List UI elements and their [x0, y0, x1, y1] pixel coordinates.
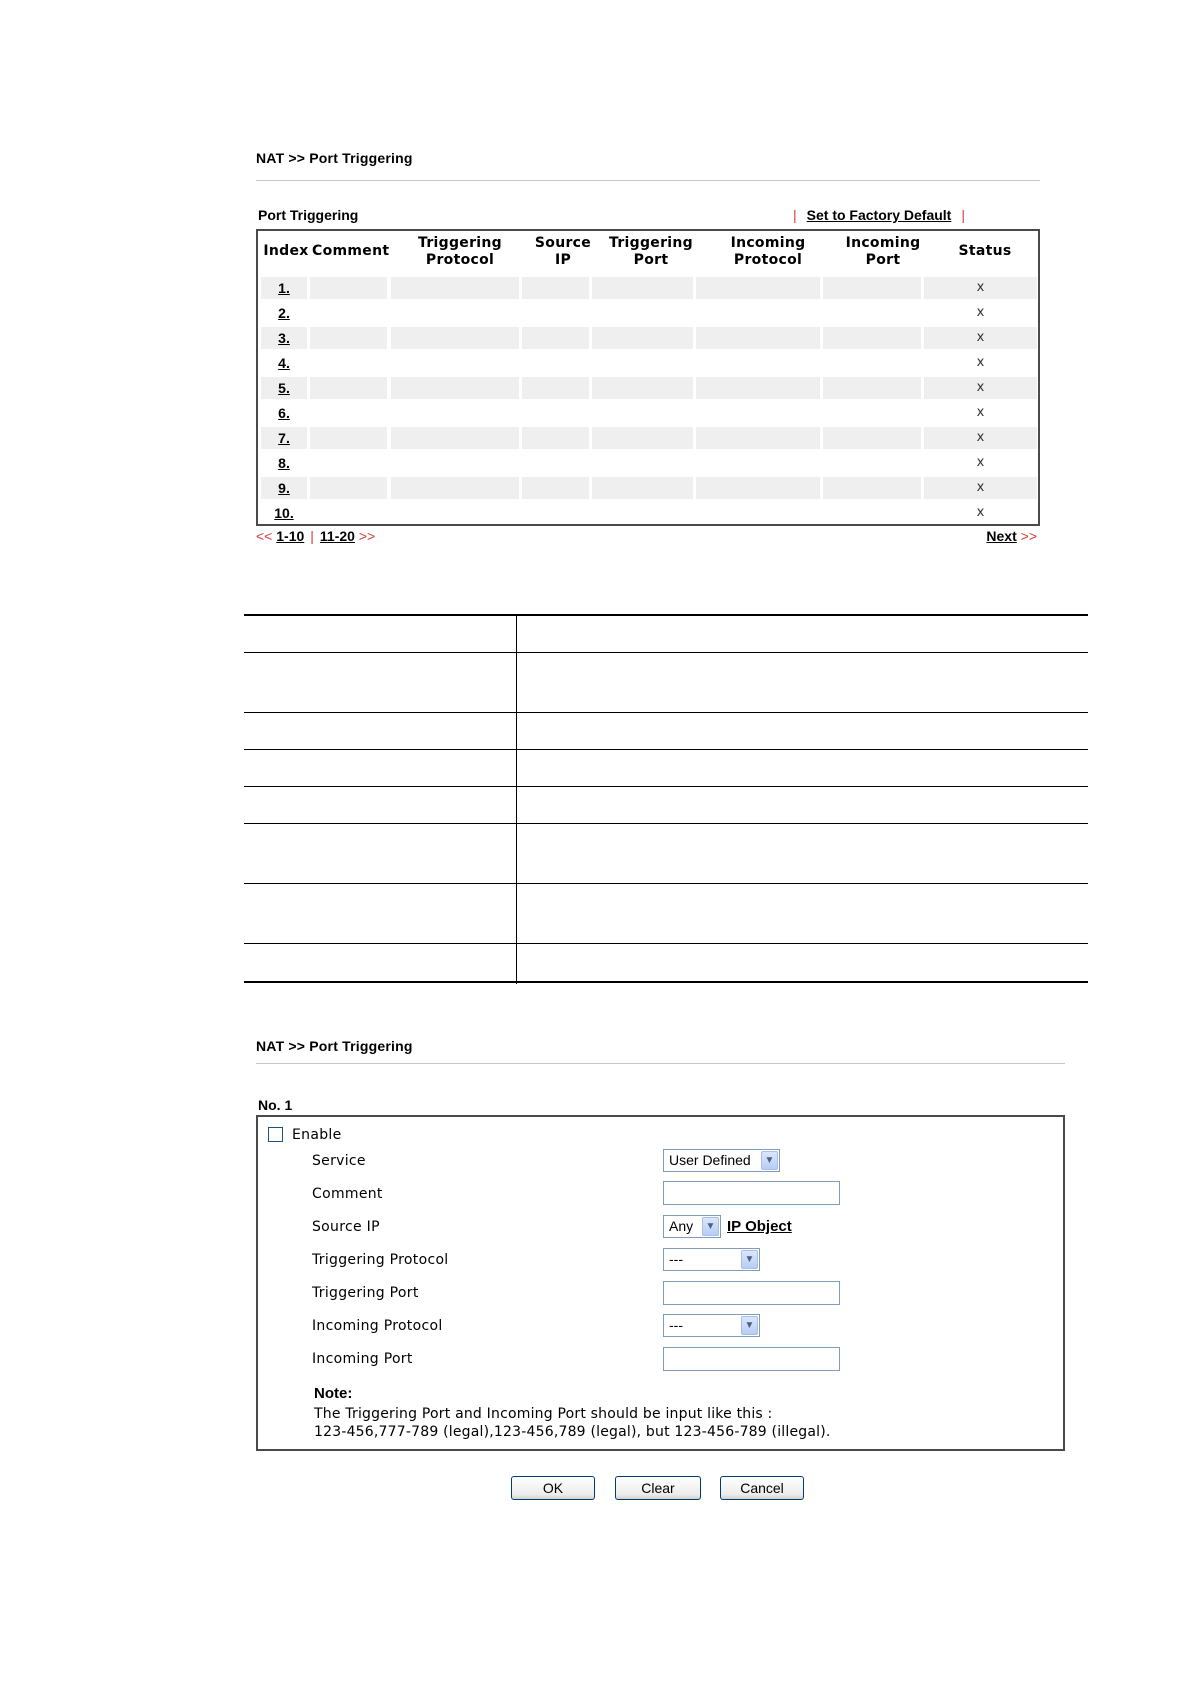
- pager-left: [256, 528, 375, 544]
- enable-label: Enable: [292, 1127, 342, 1143]
- port-triggering-table: [256, 229, 1040, 526]
- service-select[interactable]: [663, 1149, 780, 1172]
- next-arrow: >>: [358, 528, 376, 544]
- incoming-protocol-label: Incoming Protocol: [312, 1318, 443, 1334]
- table-row: [261, 351, 1035, 376]
- table-cell: [592, 402, 693, 424]
- incoming-port-input[interactable]: [663, 1347, 840, 1371]
- table-rule: [244, 652, 1088, 653]
- row-status: x: [924, 277, 1037, 299]
- table-row: [261, 501, 1035, 526]
- table-cell: [592, 427, 693, 449]
- table-cell: [823, 352, 921, 374]
- source-ip-select-value: Any: [669, 1218, 694, 1234]
- table-cell: [391, 477, 519, 499]
- table-cell: [522, 502, 589, 524]
- table-cell: [592, 327, 693, 349]
- table-rule: [244, 943, 1088, 944]
- incoming-port-label: Incoming Port: [312, 1351, 413, 1367]
- comment-label: Comment: [312, 1186, 383, 1202]
- separator: |: [310, 528, 314, 544]
- table-cell: [391, 377, 519, 399]
- table-cell: [310, 377, 387, 399]
- table-column-divider: [516, 616, 517, 984]
- table-cell: [391, 352, 519, 374]
- table-row: [261, 451, 1035, 476]
- separator: |: [793, 207, 797, 223]
- table-cell: [310, 427, 387, 449]
- col-source-ip: Source IP: [534, 235, 592, 268]
- chevron-down-icon: ▼: [702, 1217, 719, 1236]
- table-cell: [391, 502, 519, 524]
- service-label: Service: [312, 1153, 366, 1169]
- row-index-link[interactable]: 1.: [261, 277, 307, 299]
- row-index-link[interactable]: 5.: [261, 377, 307, 399]
- chevron-down-icon: ▼: [761, 1151, 778, 1170]
- row-index-link[interactable]: 10.: [274, 505, 294, 521]
- source-ip-select[interactable]: [663, 1215, 721, 1238]
- table-cell: [823, 502, 921, 524]
- triggering-port-label: Triggering Port: [312, 1285, 419, 1301]
- row-status: x: [976, 455, 985, 470]
- table-row: [261, 326, 1035, 351]
- table-cell: [592, 302, 693, 324]
- table-cell: [592, 352, 693, 374]
- table-cell: [696, 477, 820, 499]
- chevron-down-icon: ▼: [741, 1250, 758, 1269]
- table-cell: [310, 352, 387, 374]
- set-factory-default-link[interactable]: Set to Factory Default: [806, 207, 952, 223]
- page-breadcrumb: NAT >> Port Triggering: [256, 150, 413, 166]
- table-cell: [522, 427, 589, 449]
- row-index-link[interactable]: 9.: [261, 477, 307, 499]
- row-status: x: [924, 377, 1037, 399]
- next-arrow: >>: [1020, 528, 1037, 544]
- table-cell: [823, 427, 921, 449]
- row-status: x: [976, 505, 985, 520]
- table-cell: [696, 277, 820, 299]
- table-cell: [391, 302, 519, 324]
- table-row: [261, 476, 1035, 501]
- table-cell: [696, 377, 820, 399]
- row-index-link[interactable]: 8.: [278, 455, 290, 471]
- col-status: Status: [958, 243, 1012, 259]
- table-header: [258, 231, 1038, 275]
- table-row: [261, 276, 1035, 301]
- table-cell: [522, 302, 589, 324]
- table-cell: [823, 402, 921, 424]
- triggering-protocol-label: Triggering Protocol: [312, 1252, 449, 1268]
- row-index-link[interactable]: 6.: [278, 405, 290, 421]
- table-cell: [310, 327, 387, 349]
- row-status: x: [924, 427, 1037, 449]
- prev-arrow: <<: [256, 528, 273, 544]
- triggering-protocol-select[interactable]: [663, 1248, 760, 1271]
- page-breadcrumb-2: NAT >> Port Triggering: [256, 1038, 413, 1054]
- triggering-port-input[interactable]: [663, 1281, 840, 1305]
- table-cell: [310, 277, 387, 299]
- table-cell: [592, 477, 693, 499]
- row-index-link[interactable]: 7.: [261, 427, 307, 449]
- row-status: x: [924, 327, 1037, 349]
- table-cell: [696, 452, 820, 474]
- table-cell: [310, 402, 387, 424]
- factory-default-group: [783, 207, 965, 223]
- triggering-protocol-value: ---: [669, 1251, 683, 1267]
- table-cell: [522, 327, 589, 349]
- page-link-11-20[interactable]: 11-20: [319, 528, 355, 544]
- incoming-protocol-value: ---: [669, 1317, 683, 1333]
- row-status: x: [924, 477, 1037, 499]
- row-status: x: [976, 355, 985, 370]
- table-cell: [696, 327, 820, 349]
- table-rule: [244, 749, 1088, 750]
- row-index-link[interactable]: 2.: [278, 305, 290, 321]
- table-cell: [592, 452, 693, 474]
- table-rule: [244, 614, 1088, 616]
- table-cell: [823, 277, 921, 299]
- enable-checkbox[interactable]: [268, 1127, 283, 1142]
- table-rule: [244, 823, 1088, 824]
- table-rule: [244, 883, 1088, 884]
- table-cell: [696, 427, 820, 449]
- row-status: x: [976, 405, 985, 420]
- breadcrumb-divider-2: [256, 1063, 1065, 1064]
- table-cell: [391, 327, 519, 349]
- col-triggering-protocol: Triggering Protocol: [418, 235, 502, 268]
- comment-input[interactable]: [663, 1181, 840, 1205]
- table-cell: [522, 352, 589, 374]
- row-index-link[interactable]: 3.: [261, 327, 307, 349]
- table-row: [261, 426, 1035, 451]
- chevron-down-icon: ▼: [741, 1316, 758, 1335]
- table-cell: [696, 502, 820, 524]
- table-cell: [522, 277, 589, 299]
- table-cell: [310, 302, 387, 324]
- table-cell: [592, 377, 693, 399]
- cancel-button[interactable]: Cancel: [720, 1476, 804, 1500]
- table-cell: [391, 452, 519, 474]
- table-rule: [244, 712, 1088, 713]
- service-select-value: User Defined: [669, 1152, 751, 1168]
- table-cell: [696, 402, 820, 424]
- row-index-link[interactable]: 4.: [278, 355, 290, 371]
- table-cell: [592, 502, 693, 524]
- table-cell: [391, 427, 519, 449]
- table-cell: [522, 402, 589, 424]
- table-row: [261, 401, 1035, 426]
- table-cell: [592, 277, 693, 299]
- table-cell: [310, 452, 387, 474]
- note-line-2: 123-456,777-789 (legal),123-456,789 (legal), but 123-456-789 (illegal).: [314, 1424, 831, 1440]
- table-cell: [391, 277, 519, 299]
- row-status: x: [976, 305, 985, 320]
- source-ip-label: Source IP: [312, 1219, 380, 1235]
- table-cell: [823, 327, 921, 349]
- table-cell: [823, 302, 921, 324]
- section-title: Port Triggering: [258, 207, 359, 223]
- pager-right: [986, 528, 1037, 544]
- table-rule: [244, 786, 1088, 787]
- table-body: [261, 276, 1035, 526]
- separator: |: [961, 207, 965, 223]
- port-triggering-form: [256, 1115, 1065, 1451]
- col-index: Index: [263, 243, 309, 259]
- incoming-protocol-select[interactable]: [663, 1314, 760, 1337]
- table-cell: [823, 377, 921, 399]
- table-cell: [522, 377, 589, 399]
- table-cell: [310, 502, 387, 524]
- note-title: Note:: [314, 1385, 353, 1402]
- col-incoming-protocol: Incoming Protocol: [730, 235, 806, 268]
- table-cell: [823, 477, 921, 499]
- page-link-1-10[interactable]: 1-10: [276, 528, 305, 544]
- table-cell: [391, 402, 519, 424]
- table-row: [261, 376, 1035, 401]
- table-cell: [310, 477, 387, 499]
- table-cell: [696, 352, 820, 374]
- note-line-1: The Triggering Port and Incoming Port should be input like this :: [314, 1406, 773, 1422]
- table-cell: [696, 302, 820, 324]
- table-cell: [823, 452, 921, 474]
- next-page-link[interactable]: Next: [986, 528, 1017, 544]
- col-incoming-port: Incoming Port: [845, 235, 921, 268]
- table-rule: [244, 981, 1088, 983]
- table-cell: [522, 452, 589, 474]
- col-comment: Comment: [312, 243, 390, 259]
- table-row: [261, 301, 1035, 326]
- breadcrumb-divider: [256, 180, 1040, 181]
- entry-title: No. 1: [258, 1097, 293, 1113]
- table-cell: [522, 477, 589, 499]
- clear-button[interactable]: Clear: [615, 1476, 701, 1500]
- ip-object-link[interactable]: IP Object: [727, 1218, 792, 1235]
- col-triggering-port: Triggering Port: [609, 235, 693, 268]
- ok-button[interactable]: OK: [511, 1476, 595, 1500]
